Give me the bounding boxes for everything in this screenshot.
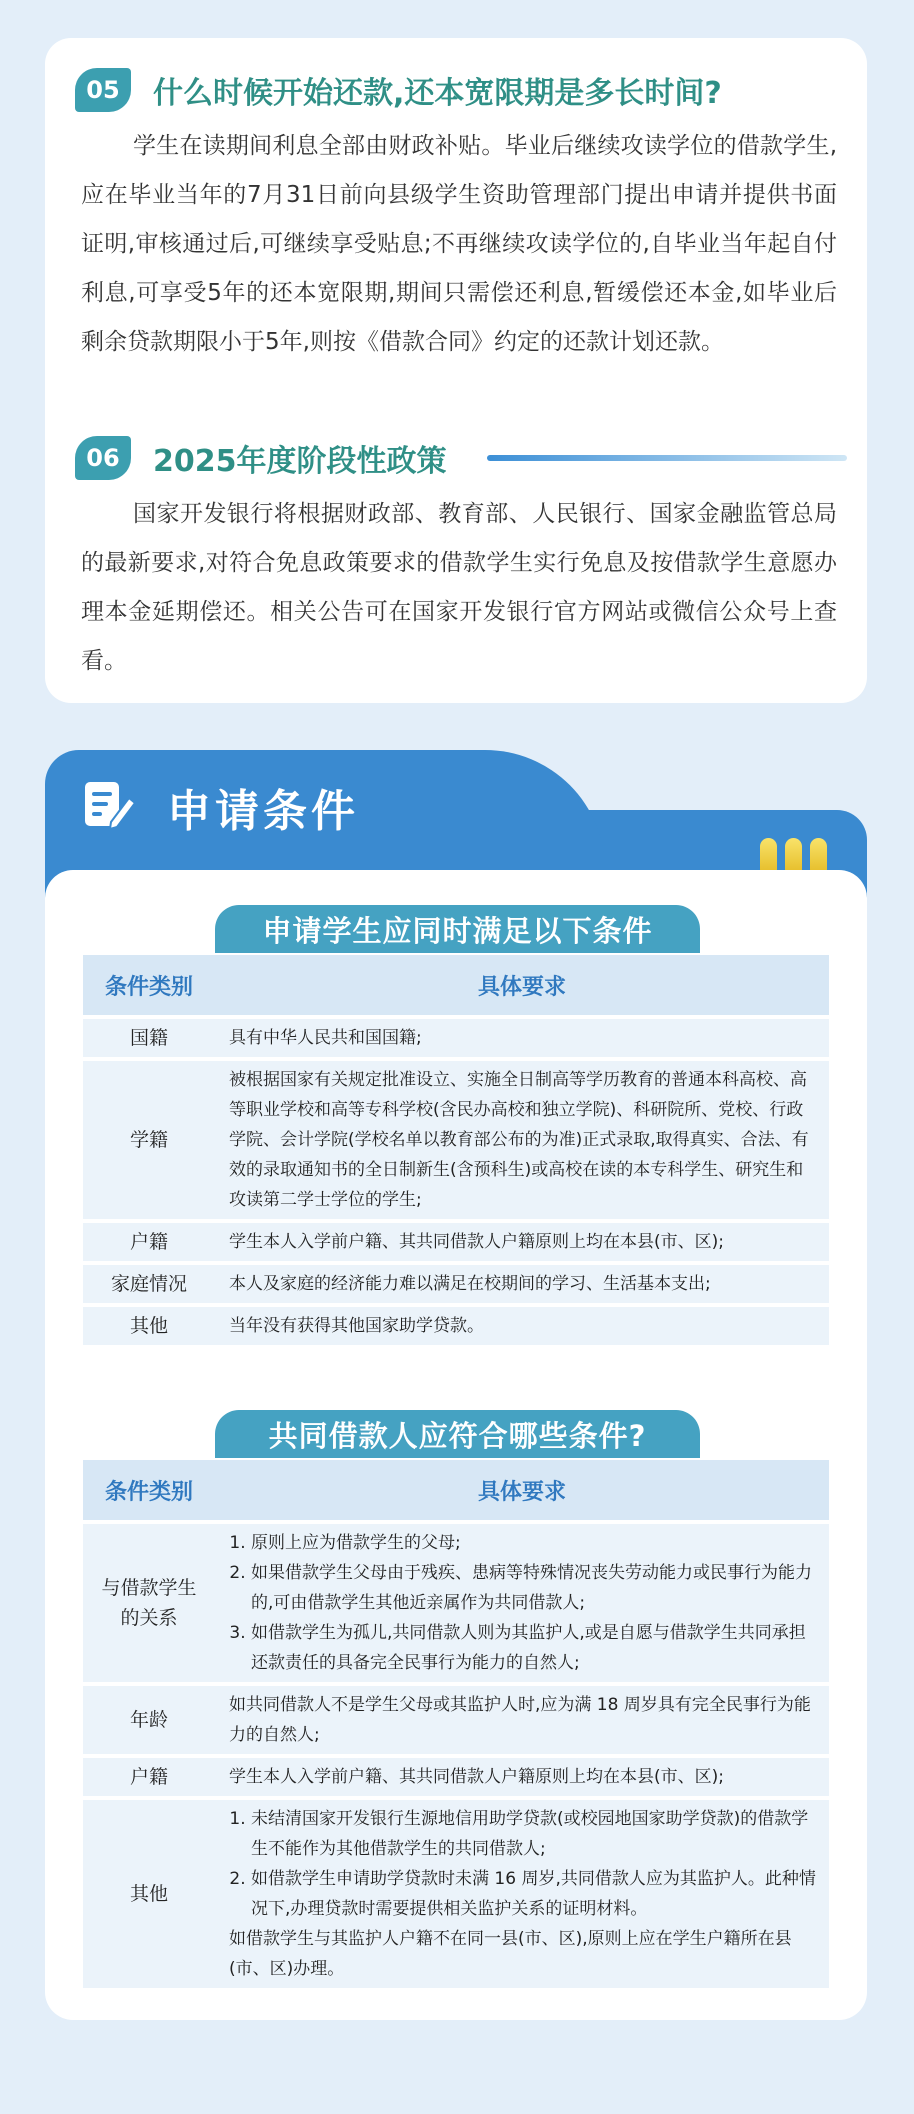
student-conditions-table <box>83 951 829 1349</box>
conditions-body <box>45 870 867 2020</box>
row-requirement <box>215 1524 829 1682</box>
faq-05-badge: 05 <box>75 68 131 112</box>
table-row <box>83 1800 829 1988</box>
title-decor-line <box>487 455 847 461</box>
list-item: 1. 未结清国家开发银行生源地信用助学贷款(或校园地国家助学贷款)的借款学生不能作为其他借款学生的共同借款人; <box>251 1804 819 1864</box>
col-header-requirement: 具体要求 <box>215 955 829 1015</box>
row-category: 年龄 <box>83 1686 215 1754</box>
list-item: 2. 如借款学生申请助学贷款时未满 16 周岁,共同借款人应为其监护人。此种情况下,办理贷款时需要提供相关监护关系的证明材料。 <box>251 1864 819 1924</box>
row-note: 如借款学生与其监护人户籍不在同一县(市、区),原则上应在学生户籍所在县(市、区)办理。 <box>229 1929 792 1979</box>
row-requirement <box>215 1800 829 1988</box>
table-row <box>83 1223 829 1261</box>
table-header-row <box>83 955 829 1015</box>
row-category: 其他 <box>83 1800 215 1988</box>
table-row <box>83 1524 829 1682</box>
row-requirement: 学生本人入学前户籍、其共同借款人户籍原则上均在本县(市、区); <box>215 1758 829 1796</box>
row-category: 其他 <box>83 1307 215 1345</box>
row-category: 学籍 <box>83 1061 215 1219</box>
row-requirement: 当年没有获得其他国家助学贷款。 <box>215 1307 829 1345</box>
table-row <box>83 1061 829 1219</box>
table-row <box>83 1265 829 1303</box>
faq-05-body: 学生在读期间利息全部由财政补贴。毕业后继续攻读学位的借款学生,应在毕业当年的7月31日前向县级学生资助管理部门提出申请并提供书面证明,审核通过后,可继续享受贴息;不再继续攻读学位的,自毕业当年起自付利息,可享受5年的还本宽限期,期间只需偿还利息,暂缓偿还本金,如毕业后剩余贷款期限小于5年,则按《借款合同》约定的还款计划还款。 <box>81 133 837 355</box>
table1-subtitle: 申请学生应同时满足以下条件 <box>215 905 700 953</box>
row-category: 户籍 <box>83 1758 215 1796</box>
list-item: 1. 原则上应为借款学生的父母; <box>251 1528 819 1558</box>
row-category: 国籍 <box>83 1019 215 1057</box>
row-category: 家庭情况 <box>83 1265 215 1303</box>
row-requirement: 被根据国家有关规定批准设立、实施全日制高等学历教育的普通本科高校、高等职业学校和高等专科学校(含民办高校和独立学院)、科研院所、党校、行政学院、会计学院(学校名单以教育部公布的为准)正式录取,取得真实、合法、有效的录取通知书的全日制新生(含预科生)或高校在读的本专科学生、研究生和攻读第二学士学位的学生; <box>215 1061 829 1219</box>
col-header-category: 条件类别 <box>83 1460 215 1520</box>
row-requirement: 本人及家庭的经济能力难以满足在校期间的学习、生活基本支出; <box>215 1265 829 1303</box>
faq-05-title: 什么时候开始还款,还本宽限期是多长时间? <box>153 76 722 111</box>
row-requirement: 如共同借款人不是学生父母或其监护人时,应为满 18 周岁具有完全民事行为能力的自然人; <box>215 1686 829 1754</box>
row-requirement: 学生本人入学前户籍、其共同借款人户籍原则上均在本县(市、区); <box>215 1223 829 1261</box>
list-item: 3. 如借款学生为孤儿,共同借款人则为其监护人,或是自愿与借款学生共同承担还款责任的具备完全民事行为能力的自然人; <box>251 1618 819 1678</box>
faq-06-body: 国家开发银行将根据财政部、教育部、人民银行、国家金融监管总局的最新要求,对符合免息政策要求的借款学生实行免息及按借款学生意愿办理本金延期偿还。相关公告可在国家开发银行官方网站或微信公众号上查看。 <box>81 501 837 674</box>
table2-subtitle: 共同借款人应符合哪些条件? <box>215 1410 700 1458</box>
conditions-card <box>45 750 867 2020</box>
row-category: 与借款学生的关系 <box>83 1524 215 1682</box>
row-requirement: 具有中华人民共和国国籍; <box>215 1019 829 1057</box>
table-header-row <box>83 1460 829 1520</box>
faq-06-badge: 06 <box>75 436 131 480</box>
edit-document-icon <box>81 778 137 834</box>
faq-06-title: 2025年度阶段性政策 <box>153 444 447 479</box>
section-title: 申请条件 <box>167 786 359 837</box>
co-borrower-conditions-table <box>83 1456 829 1992</box>
faq-05-header <box>75 68 722 112</box>
faq-card <box>45 38 867 703</box>
faq-06-header <box>75 436 847 480</box>
table-row <box>83 1019 829 1057</box>
row-category: 户籍 <box>83 1223 215 1261</box>
table-row <box>83 1686 829 1754</box>
col-header-category: 条件类别 <box>83 955 215 1015</box>
col-header-requirement: 具体要求 <box>215 1460 829 1520</box>
table-row <box>83 1307 829 1345</box>
list-item: 2. 如果借款学生父母由于残疾、患病等特殊情况丧失劳动能力或民事行为能力的,可由借款学生其他近亲属作为共同借款人; <box>251 1558 819 1618</box>
table-row <box>83 1758 829 1796</box>
